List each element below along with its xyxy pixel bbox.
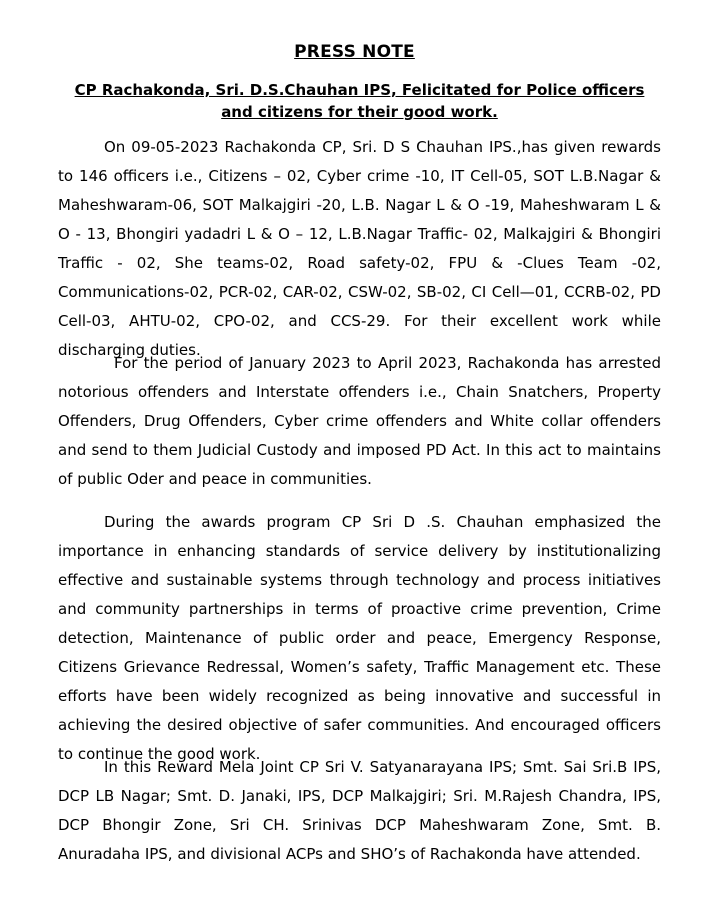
paragraph-awards-program: During the awards program CP Sri D .S. Chauhan emphasized the importance in enhancing standards of service delivery by institutionalizing effective and sustainable systems through technology and process initiatives and community partnerships in terms of proactive crime prevention, Crime detection, Maintenance of public order and peace, Emergency Response, Citizens Grievance Redressal, Women’s safety, Traffic Management etc. These efforts have been widely recognized as being innovative and successful in achieving the desired objective of safer communities. And encouraged officers to continue the good work. [58, 513, 661, 763]
paragraph-rewards: On 09-05-2023 Rachakonda CP, Sri. D S Chauhan IPS.,has given rewards to 146 officers i.e., Citizens – 02, Cyber crime -10, IT Cell-05, SOT L.B.Nagar & Maheshwaram-06, SOT Malkajgiri -20, L.B. Nagar L & O -19, Maheshwaram L & O - 13, Bhongiri yadadri L & O – 12, L.B.Nagar Traffic- 02, Malkajgiri & Bhongiri Traffic - 02, She teams-02, Road safety-02, FPU & -Clues Team -02, Communications-02, PCR-02, CAR-02, CSW-02, SB-02, CI Cell—01, CCRB-02, PD Cell-03, AHTU-02, CPO-02, and CCS-29. For their excellent work while discharging duties. [58, 138, 661, 359]
paragraph-attendees: In this Reward Mela Joint CP Sri V. Satyanarayana IPS; Smt. Sai Sri.B IPS, DCP LB Nagar; Smt. D. Janaki, IPS, DCP Malkajgiri; Sri. M.Rajesh Chandra, IPS, DCP Bhongir Zone, Sri CH. Srinivas DCP Maheshwaram Zone, Smt. B. Anuradaha IPS, and divisional ACPs and SHO’s of Rachakonda have attended. [58, 758, 661, 863]
document-subtitle: CP Rachakonda, Sri. D.S.Chauhan IPS, Felicitated for Police officers and citizens for their good work. [74, 81, 645, 121]
paragraph-arrests: For the period of January 2023 to April 2023, Rachakonda has arrested notorious offenders and Interstate offenders i.e., Chain Snatchers, Property Offenders, Drug Offenders, Cyber crime offenders and White collar offenders and send to them Judicial Custody and imposed PD Act. In this act to maintains of public Oder and peace in communities. [58, 354, 661, 488]
document-title: PRESS NOTE [294, 42, 415, 62]
